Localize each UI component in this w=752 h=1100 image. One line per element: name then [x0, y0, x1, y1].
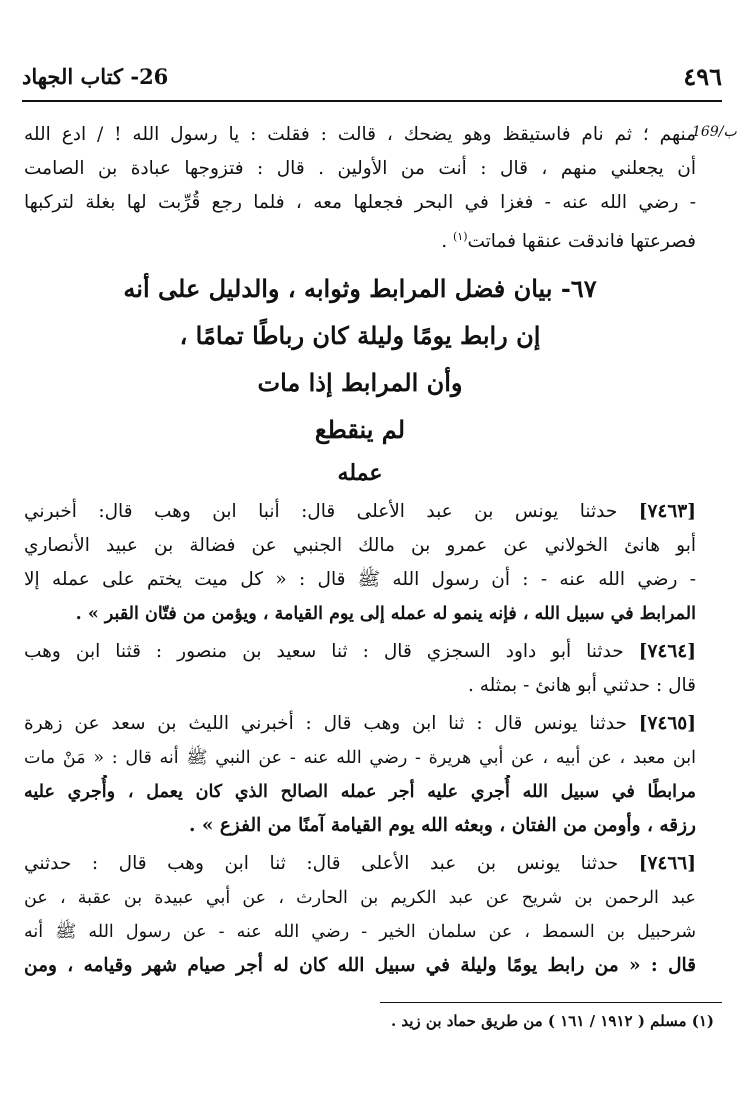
text-fragment: حدثنا أبو داود السجزي قال : ثنا سعيد بن منصور : قثنا ابن وهب [24, 641, 624, 663]
heading-line: ٦٧- بيان فضل المرابط وثوابه ، والدليل على أنه [123, 274, 597, 304]
text-line: شرحبيل بن السمط ، عن سلمان الخير - رضي الله عنه - عن رسول الله ﷺ أنه [24, 922, 696, 943]
footnote-reference: (١) [452, 230, 468, 243]
text-line: المرابط في سبيل الله ، فإنه ينمو له عمله إلى يوم القيامة ، ويؤمن من فتّان القبر » . [75, 604, 696, 625]
text-line: مرابطًا في سبيل الله أُجري عليه أجر عمله الصالح الذي كان يعمل ، وأُجري عليه [24, 782, 696, 803]
book-title: 26- كتاب الجهاد [22, 63, 169, 89]
text-fragment: حدثنا يونس بن عبد الأعلى قال: أنبا ابن وهب قال: أخبرني [24, 501, 618, 523]
text-line [24, 495, 696, 529]
hadith-7465 [24, 707, 696, 843]
text-line: ابن معبد ، عن أبيه ، عن أبي هريرة - رضي الله عنه - عن النبي ﷺ أنه قال : « مَنْ مات [24, 748, 696, 769]
hadith-number: [٧٤٦٥] [638, 713, 696, 735]
footnote: (١) مسلم ( ١٩١٢ / ١٦١ ) من طريق حماد بن زيد . [390, 1012, 714, 1030]
hadith-7466 [24, 847, 696, 983]
page-number: ٤٩٦ [683, 61, 722, 91]
main-text [24, 118, 696, 983]
text-line [24, 635, 696, 669]
text-fragment: حدثنا يونس قال : ثنا ابن وهب قال : أخبرني الليث بن سعد عن زهرة [24, 713, 627, 735]
heading-line: وأن المرابط إذا مات [257, 368, 463, 398]
hadith-number: [٧٤٦٣] [638, 501, 696, 523]
text-line [24, 707, 696, 741]
text-line: أبو هانئ الخولاني عن عمرو بن مالك الجنبي عن فضالة بن عبيد الأنصاري [24, 535, 696, 557]
text-line [24, 847, 696, 881]
header-rule [22, 100, 722, 102]
text-line: منهم ؛ ثم نام فاستيقظ وهو يضحك ، قالت : فقلت : يا رسول الله ! / ادع الله [24, 124, 696, 145]
text-line: رزقه ، وأومن من الفتان ، وبعثه الله يوم القيامة آمنًا من الفزع » . [189, 815, 696, 837]
text-line: - رضي الله عنه - فغزا في البحر فجعلها معه ، فلما رجع قُرِّبت لها بغلة لتركبها [24, 192, 696, 213]
opening-paragraph [24, 118, 696, 259]
page-header [22, 56, 722, 96]
text-line: - رضي الله عنه - : أن رسول الله ﷺ قال : « كل ميت يختم على عمله إلا [24, 569, 696, 591]
text-fragment: حدثنا يونس بن عبد الأعلى قال: ثنا ابن وهب قال : حدثني [24, 853, 619, 875]
hadith-7463 [24, 495, 696, 631]
hadith-7464 [24, 635, 696, 703]
text-line: أن يجعلني منهم ، قال : أنت من الأولين . قال : فتزوجها عبادة بن الصامت [24, 158, 696, 179]
hadith-number: [٧٤٦٦] [638, 853, 696, 875]
heading-line: إن رابط يومًا وليلة كان رباطًا تمامًا ، [179, 321, 541, 351]
footnote-rule [380, 1002, 722, 1003]
manuscript-folio-note: 169/ب [692, 124, 737, 140]
text-line: قال : « من رابط يومًا وليلة في سبيل الله كان له أجر صيام شهر وقيامه ، ومن [24, 955, 696, 977]
heading-line: عمله [337, 460, 383, 487]
text-fragment: . [441, 231, 453, 253]
heading-line: لم ينقطع [314, 415, 406, 445]
text-line [24, 220, 696, 259]
hadith-number: [٧٤٦٤] [638, 641, 696, 663]
chapter-heading [24, 265, 696, 493]
text-line: قال : حدثني أبو هانئ - بمثله . [467, 675, 696, 697]
text-fragment: فصرعتها فاندقت عنقها فماتت [467, 231, 696, 253]
text-line: عبد الرحمن بن شريح عن عبد الكريم بن الحارث ، عن أبي عبيدة بن عقبة ، عن [24, 888, 696, 909]
